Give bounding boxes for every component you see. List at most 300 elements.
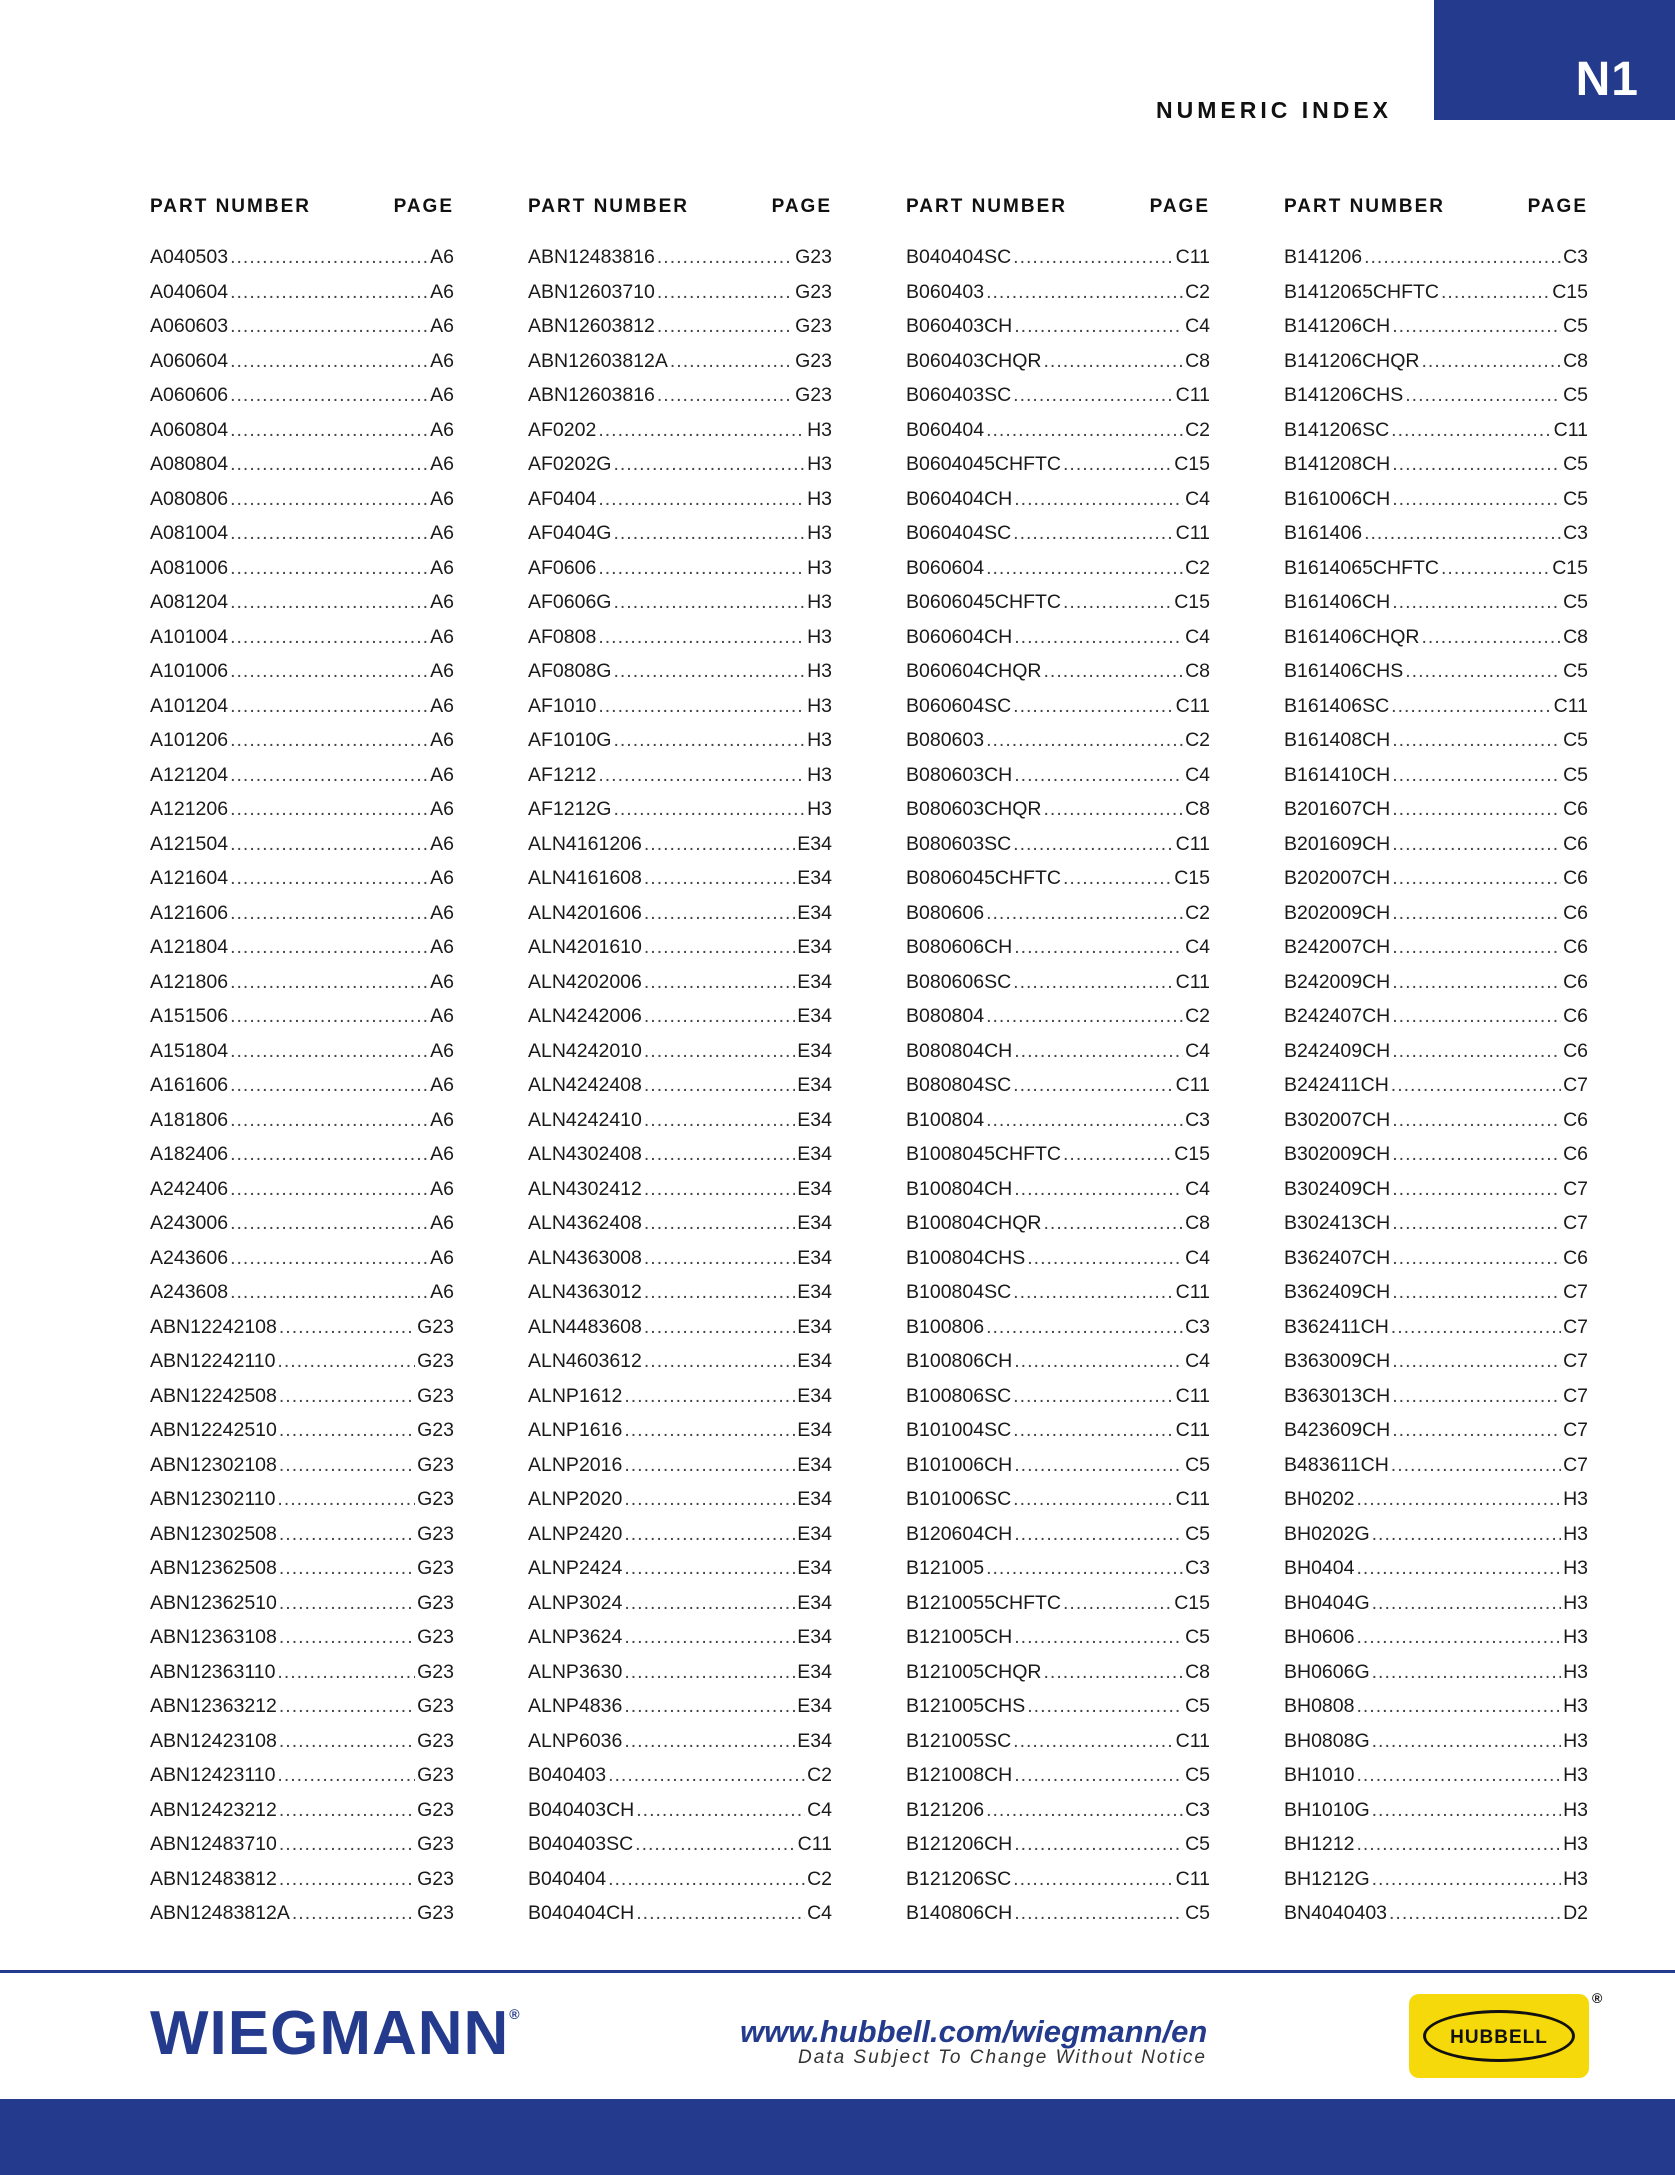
part-number: ALNP2016	[528, 1453, 623, 1476]
index-row	[1284, 1592, 1588, 1627]
page-reference: C15	[1174, 1591, 1210, 1614]
page-reference: C15	[1174, 591, 1210, 613]
part-number: ALNP2420	[528, 1522, 623, 1545]
part-number: ALNP4836	[528, 1695, 623, 1717]
dot-leader	[230, 419, 428, 442]
page-reference: E34	[797, 970, 832, 993]
part-number: AF1212	[528, 763, 597, 786]
page-reference: E34	[797, 1453, 832, 1476]
page-reference: H3	[1563, 1522, 1588, 1545]
part-number: B100804SC	[906, 1281, 1012, 1303]
part-number: ABN12603812A	[528, 349, 668, 372]
dot-leader	[1013, 246, 1174, 269]
dot-leader	[644, 1074, 795, 1097]
dot-leader	[230, 315, 428, 338]
index-row	[1284, 1040, 1588, 1075]
index-row	[150, 453, 454, 488]
index-row	[528, 1419, 832, 1454]
index-row	[528, 1385, 832, 1420]
dot-leader	[230, 1281, 428, 1304]
dot-leader	[986, 1005, 1183, 1028]
page-reference: G23	[417, 1522, 454, 1545]
part-number: B100804	[906, 1108, 985, 1131]
page-reference: C4	[1185, 936, 1210, 958]
page-reference: A6	[430, 798, 454, 820]
index-row	[1284, 1247, 1588, 1282]
page-reference: G23	[795, 384, 832, 406]
page-reference: G23	[795, 246, 832, 268]
page-reference: C5	[1563, 487, 1588, 510]
dot-leader	[644, 1040, 795, 1063]
index-row	[1284, 1730, 1588, 1765]
index-row	[528, 1488, 832, 1523]
dot-leader	[657, 246, 793, 269]
part-number: ABN12483812	[150, 1867, 277, 1890]
part-number: BH0404	[1284, 1557, 1355, 1579]
part-number: ALN4242410	[528, 1108, 642, 1131]
page-reference: A6	[430, 1281, 454, 1303]
dot-leader	[230, 764, 428, 787]
page-reference: H3	[1563, 1867, 1588, 1890]
index-row	[1284, 453, 1588, 488]
page-reference: G23	[795, 280, 832, 303]
page-reference: C2	[1185, 280, 1210, 303]
part-number: B040403	[528, 1764, 607, 1786]
part-number: B060403	[906, 280, 985, 303]
dot-leader	[1013, 695, 1174, 718]
page-reference: G23	[417, 1798, 454, 1821]
index-row	[1284, 419, 1588, 454]
index-row	[528, 1833, 832, 1868]
page-reference: G23	[417, 1419, 454, 1441]
index-row	[906, 1040, 1210, 1075]
index-row	[150, 1661, 454, 1696]
index-row	[528, 281, 832, 316]
page-header: PAGE	[393, 196, 454, 217]
part-number: ALNP3024	[528, 1591, 623, 1614]
part-number: B121005CH	[906, 1626, 1013, 1648]
index-column-2	[528, 196, 832, 1937]
dot-leader	[277, 1661, 415, 1684]
page-reference: H3	[807, 591, 832, 613]
dot-leader	[279, 1799, 415, 1822]
page-reference: C6	[1563, 1108, 1588, 1131]
index-row	[906, 1695, 1210, 1730]
index-row	[1284, 626, 1588, 661]
dot-leader	[613, 453, 805, 476]
disclaimer-text: Data Subject To Change Without Notice	[798, 2047, 1207, 2068]
part-number: ALN4161608	[528, 867, 642, 889]
part-number: A121604	[150, 867, 229, 889]
index-row	[1284, 867, 1588, 902]
page-reference: H3	[1563, 1626, 1588, 1648]
page-reference: C4	[1185, 763, 1210, 786]
part-number: B141208CH	[1284, 453, 1391, 475]
index-row	[528, 1454, 832, 1489]
dot-leader	[1372, 1523, 1561, 1546]
dot-leader	[230, 557, 428, 580]
website-link[interactable]: www.hubbell.com/wiegmann/en	[740, 2014, 1208, 2049]
dot-leader	[230, 1005, 428, 1028]
page-reference: E34	[797, 1074, 832, 1096]
page-reference: C7	[1563, 1074, 1588, 1096]
dot-leader	[1389, 1902, 1561, 1925]
page-reference: C2	[1185, 418, 1210, 441]
dot-leader	[1013, 1385, 1174, 1408]
dot-leader	[1356, 1695, 1561, 1718]
page-reference: C11	[1175, 522, 1210, 544]
page-reference: E34	[797, 1281, 832, 1303]
index-row	[528, 1799, 832, 1834]
dot-leader	[279, 1523, 415, 1546]
page-reference: H3	[1563, 1695, 1588, 1717]
dot-leader	[644, 1143, 795, 1166]
dot-leader	[1392, 867, 1561, 890]
part-number: A060603	[150, 315, 229, 337]
part-number: B141206CH	[1284, 315, 1391, 337]
index-row	[150, 764, 454, 799]
page-reference: A6	[430, 349, 454, 372]
dot-leader	[1014, 1350, 1183, 1373]
page-reference: A6	[430, 1212, 454, 1234]
index-row	[1284, 1695, 1588, 1730]
page-reference: C5	[1185, 1626, 1210, 1648]
index-row	[906, 1385, 1210, 1420]
dot-leader	[1063, 453, 1172, 476]
part-number: B060604	[906, 556, 985, 579]
part-number: B121005SC	[906, 1729, 1012, 1752]
index-row	[1284, 936, 1588, 971]
dot-leader	[1392, 936, 1561, 959]
dot-leader	[1356, 1488, 1561, 1511]
part-number: ALNP3630	[528, 1660, 623, 1683]
part-number: ABN12302110	[150, 1488, 276, 1510]
page-reference: C6	[1563, 901, 1588, 924]
index-row	[1284, 1626, 1588, 1661]
page-reference: H3	[807, 556, 832, 579]
index-row	[1284, 1212, 1588, 1247]
index-row	[528, 798, 832, 833]
part-number: B100806SC	[906, 1384, 1012, 1407]
part-number: B302007CH	[1284, 1108, 1391, 1131]
part-number: B242009CH	[1284, 970, 1391, 993]
dot-leader	[1405, 384, 1561, 407]
page-reference: C4	[1185, 1177, 1210, 1200]
page-header: PAGE	[1149, 196, 1210, 217]
part-number: B040404CH	[528, 1902, 635, 1924]
index-row	[906, 1592, 1210, 1627]
part-number: ABN12242110	[150, 1350, 276, 1372]
page-reference: C6	[1563, 867, 1588, 889]
part-number: A101206	[150, 729, 229, 751]
part-number: B040404	[528, 1867, 607, 1890]
part-number: B060403SC	[906, 384, 1012, 406]
page-reference: G23	[417, 1384, 454, 1407]
index-row	[528, 1626, 832, 1661]
dot-leader	[230, 729, 428, 752]
page-reference: C5	[1185, 1833, 1210, 1855]
page-reference: C11	[1553, 418, 1588, 441]
dot-leader	[230, 384, 428, 407]
page-reference: E34	[797, 1419, 832, 1441]
part-number: AF0404G	[528, 522, 612, 544]
dot-leader	[1013, 1281, 1174, 1304]
page-reference: C8	[1185, 1212, 1210, 1234]
part-number: ABN12363110	[150, 1660, 276, 1683]
index-row	[528, 1316, 832, 1351]
dot-leader	[624, 1626, 795, 1649]
part-number: B141206CHQR	[1284, 349, 1420, 372]
part-number: AF0404	[528, 487, 597, 510]
dot-leader	[1372, 1868, 1561, 1891]
page-reference: C8	[1185, 660, 1210, 682]
dot-leader	[230, 1247, 428, 1270]
dot-leader	[657, 384, 793, 407]
index-row	[906, 1730, 1210, 1765]
index-row	[150, 1557, 454, 1592]
footer-bar	[0, 2099, 1675, 2175]
page-reference: H3	[807, 798, 832, 820]
index-row	[906, 315, 1210, 350]
page-reference: C2	[807, 1764, 832, 1786]
part-number: A080806	[150, 487, 229, 510]
dot-leader	[277, 1764, 415, 1787]
index-row	[150, 1316, 454, 1351]
part-number: ABN12302108	[150, 1453, 277, 1476]
page-reference: H3	[1563, 1488, 1588, 1510]
index-row	[528, 315, 832, 350]
part-number: B121005	[906, 1557, 985, 1579]
page-reference: H3	[807, 694, 832, 717]
index-row	[150, 902, 454, 937]
part-number: AF0606	[528, 556, 597, 579]
index-row	[906, 798, 1210, 833]
page-reference: C15	[1174, 1143, 1210, 1165]
part-number: ALNP1616	[528, 1419, 623, 1441]
part-number: BH1212	[1284, 1833, 1355, 1855]
dot-leader	[1014, 1902, 1183, 1925]
page-reference: H3	[807, 660, 832, 682]
index-row	[906, 695, 1210, 730]
page-reference: G23	[795, 315, 832, 337]
index-row	[1284, 660, 1588, 695]
index-row	[906, 384, 1210, 419]
page-header: PAGE	[771, 196, 832, 217]
page-reference: C3	[1563, 522, 1588, 544]
index-row	[906, 1902, 1210, 1937]
dot-leader	[1392, 453, 1561, 476]
part-number: B1412065CHFTC	[1284, 280, 1439, 303]
index-row	[906, 1764, 1210, 1799]
page-reference: C7	[1563, 1384, 1588, 1407]
page-reference: G23	[417, 1695, 454, 1717]
part-number: B1008045CHFTC	[906, 1143, 1061, 1165]
footer-divider	[0, 1970, 1675, 1973]
index-row	[150, 522, 454, 557]
section-tab	[1434, 0, 1675, 120]
dot-leader	[279, 1626, 415, 1649]
index-row	[150, 660, 454, 695]
part-number: A081204	[150, 591, 229, 613]
part-number: BH0808	[1284, 1695, 1355, 1717]
part-number: B363009CH	[1284, 1350, 1391, 1372]
dot-leader	[230, 626, 428, 649]
part-number: BH1010	[1284, 1764, 1355, 1786]
part-number: AF1212G	[528, 798, 612, 820]
index-row	[906, 971, 1210, 1006]
index-row	[150, 1902, 454, 1937]
dot-leader	[279, 1695, 415, 1718]
index-row	[528, 1557, 832, 1592]
dot-leader	[986, 1316, 1183, 1339]
part-number: B040404SC	[906, 246, 1012, 268]
page-reference: C7	[1563, 1419, 1588, 1441]
index-row	[150, 557, 454, 592]
part-number: A121206	[150, 798, 229, 820]
index-row	[1284, 1868, 1588, 1903]
part-number: ALN4242010	[528, 1039, 642, 1062]
part-number: B201609CH	[1284, 832, 1391, 855]
part-number: B242407CH	[1284, 1005, 1391, 1027]
page-reference: C6	[1563, 832, 1588, 855]
page-reference: C5	[1185, 1453, 1210, 1476]
part-number: A060804	[150, 418, 229, 441]
part-number: ALN4363008	[528, 1246, 642, 1269]
part-number: A182406	[150, 1143, 229, 1165]
page-reference: G23	[417, 1350, 454, 1372]
index-row	[528, 902, 832, 937]
page-reference: C11	[1175, 384, 1210, 406]
page-reference: C8	[1185, 349, 1210, 372]
page-reference: A6	[430, 1143, 454, 1165]
page-reference: C7	[1563, 1453, 1588, 1476]
page-reference: A6	[430, 453, 454, 475]
dot-leader	[230, 1178, 428, 1201]
part-number: ALN4201606	[528, 901, 642, 924]
page-reference: E34	[797, 1315, 832, 1338]
page-reference: E34	[797, 1557, 832, 1579]
index-row	[528, 1281, 832, 1316]
part-number-header: PART NUMBER	[906, 196, 1067, 217]
page-reference: C5	[1563, 729, 1588, 751]
page-reference: C5	[1185, 1902, 1210, 1924]
dot-leader	[230, 971, 428, 994]
index-row	[528, 1040, 832, 1075]
dot-leader	[644, 1316, 795, 1339]
index-row	[906, 1178, 1210, 1213]
index-row	[150, 1695, 454, 1730]
dot-leader	[1014, 315, 1183, 338]
part-number: B121005CHS	[906, 1695, 1026, 1717]
dot-leader	[1392, 315, 1561, 338]
page-reference: C4	[1185, 1039, 1210, 1062]
dot-leader	[1391, 695, 1552, 718]
part-number: ABN12423108	[150, 1729, 277, 1752]
part-number: B362407CH	[1284, 1246, 1391, 1269]
index-row	[906, 1557, 1210, 1592]
index-row	[906, 419, 1210, 454]
index-row	[528, 384, 832, 419]
dot-leader	[1392, 1247, 1561, 1270]
dot-leader	[598, 419, 805, 442]
index-row	[528, 246, 832, 281]
index-row	[1284, 1764, 1588, 1799]
dot-leader	[636, 1799, 805, 1822]
dot-leader	[230, 453, 428, 476]
dot-leader	[644, 1350, 795, 1373]
page-reference: C11	[1175, 1281, 1210, 1303]
page-header: PAGE	[1527, 196, 1588, 217]
index-row	[1284, 1523, 1588, 1558]
index-row	[150, 315, 454, 350]
page-reference: G23	[417, 1315, 454, 1338]
index-row	[1284, 1419, 1588, 1454]
part-number: B040403CH	[528, 1798, 635, 1821]
dot-leader	[1356, 1626, 1561, 1649]
dot-leader	[1356, 1833, 1561, 1856]
column-header	[1284, 196, 1588, 246]
dot-leader	[230, 350, 428, 373]
dot-leader	[1372, 1730, 1561, 1753]
page-reference: G23	[417, 1729, 454, 1752]
index-column-1	[150, 196, 454, 1937]
part-number: B201607CH	[1284, 798, 1391, 820]
part-number: B060403CHQR	[906, 349, 1042, 372]
page-reference: C11	[1175, 1488, 1210, 1510]
part-number: B362409CH	[1284, 1281, 1391, 1303]
hubbell-registered-mark: ®	[1592, 1990, 1603, 2006]
index-row	[528, 1661, 832, 1696]
page-reference: G23	[417, 1488, 454, 1510]
index-row	[906, 626, 1210, 661]
page-reference: C5	[1185, 1695, 1210, 1717]
index-row	[150, 384, 454, 419]
dot-leader	[1014, 1040, 1183, 1063]
part-number: ABN12242108	[150, 1315, 277, 1338]
page-reference: C7	[1563, 1315, 1588, 1338]
index-row	[906, 1799, 1210, 1834]
index-row	[150, 1350, 454, 1385]
index-row	[1284, 1316, 1588, 1351]
dot-leader	[1356, 1557, 1561, 1580]
dot-leader	[644, 936, 795, 959]
dot-leader	[1063, 867, 1172, 890]
index-row	[150, 1281, 454, 1316]
index-row	[906, 1074, 1210, 1109]
index-row	[150, 1730, 454, 1765]
hubbell-logo	[1409, 1994, 1589, 2078]
dot-leader	[1013, 1419, 1174, 1442]
index-row	[150, 488, 454, 523]
dot-leader	[1392, 729, 1561, 752]
index-row	[150, 1833, 454, 1868]
dot-leader	[1391, 419, 1552, 442]
part-number: B060604CHQR	[906, 660, 1042, 682]
page-reference: C3	[1563, 246, 1588, 268]
part-number: B161406	[1284, 522, 1363, 544]
part-number: B080804	[906, 1005, 985, 1027]
dot-leader	[1013, 971, 1174, 994]
index-row	[150, 867, 454, 902]
part-number: A080804	[150, 453, 229, 475]
page-reference: C6	[1563, 1005, 1588, 1027]
page-reference: E34	[797, 1660, 832, 1683]
part-number: B161410CH	[1284, 763, 1391, 786]
part-number: A060606	[150, 384, 229, 406]
dot-leader	[1044, 1661, 1184, 1684]
part-number: ALN4483608	[528, 1315, 642, 1338]
part-number: B080606CH	[906, 936, 1013, 958]
